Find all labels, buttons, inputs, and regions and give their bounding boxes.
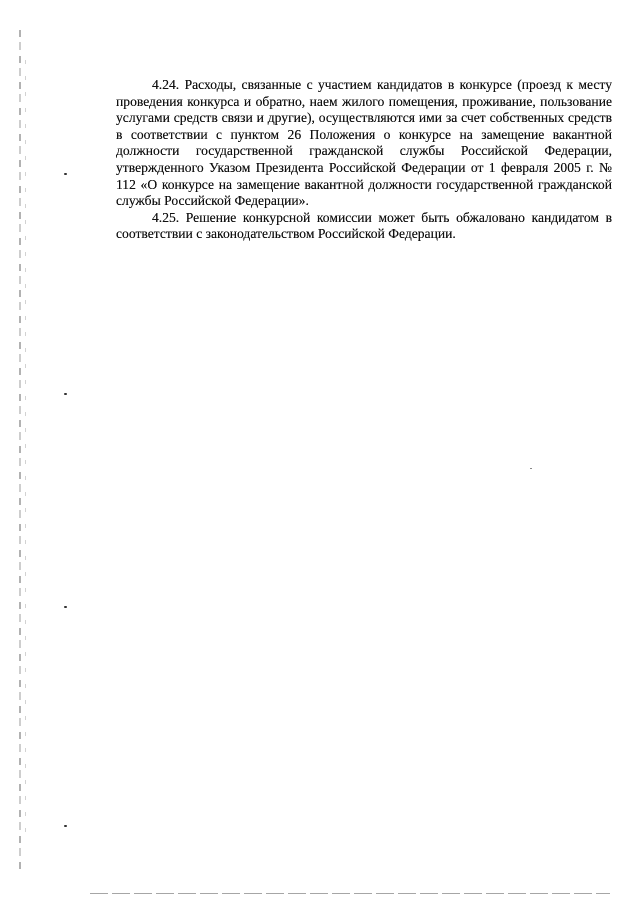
scan-edge-mark-secondary [25, 60, 26, 840]
paragraph-4-24: 4.24. Расходы, связанные с участием кандидатов в конкурсе (проезд к месту проведения конкурса и обратно, наем жилого помещения, проживание, пользование услугами средств связи и другие), осуществляются ими за счет собственных средств в соответствии с пунктом 26 Положения о конкурсе на замещение вакантной должности государственной гражданской службы Российской Федерации, утвержденного Указом Президента Российской Федерации от 1 февраля 2005 г. № 112 «О конкурсе на замещение вакантной должности государственной гражданской службы Российской Федерации». [116, 77, 612, 209]
scan-speck [64, 393, 67, 395]
paragraph-4-25: 4.25. Решение конкурсной комиссии может быть обжаловано кандидатом в соответствии с законодательством Российской Федерации. [116, 209, 612, 242]
scan-bottom-edge [90, 893, 610, 894]
scan-speck [64, 825, 67, 827]
scan-speck [64, 606, 67, 608]
scan-speck [64, 173, 67, 175]
scan-speck [530, 468, 532, 469]
scan-edge-mark [19, 30, 21, 870]
document-body [116, 77, 612, 243]
